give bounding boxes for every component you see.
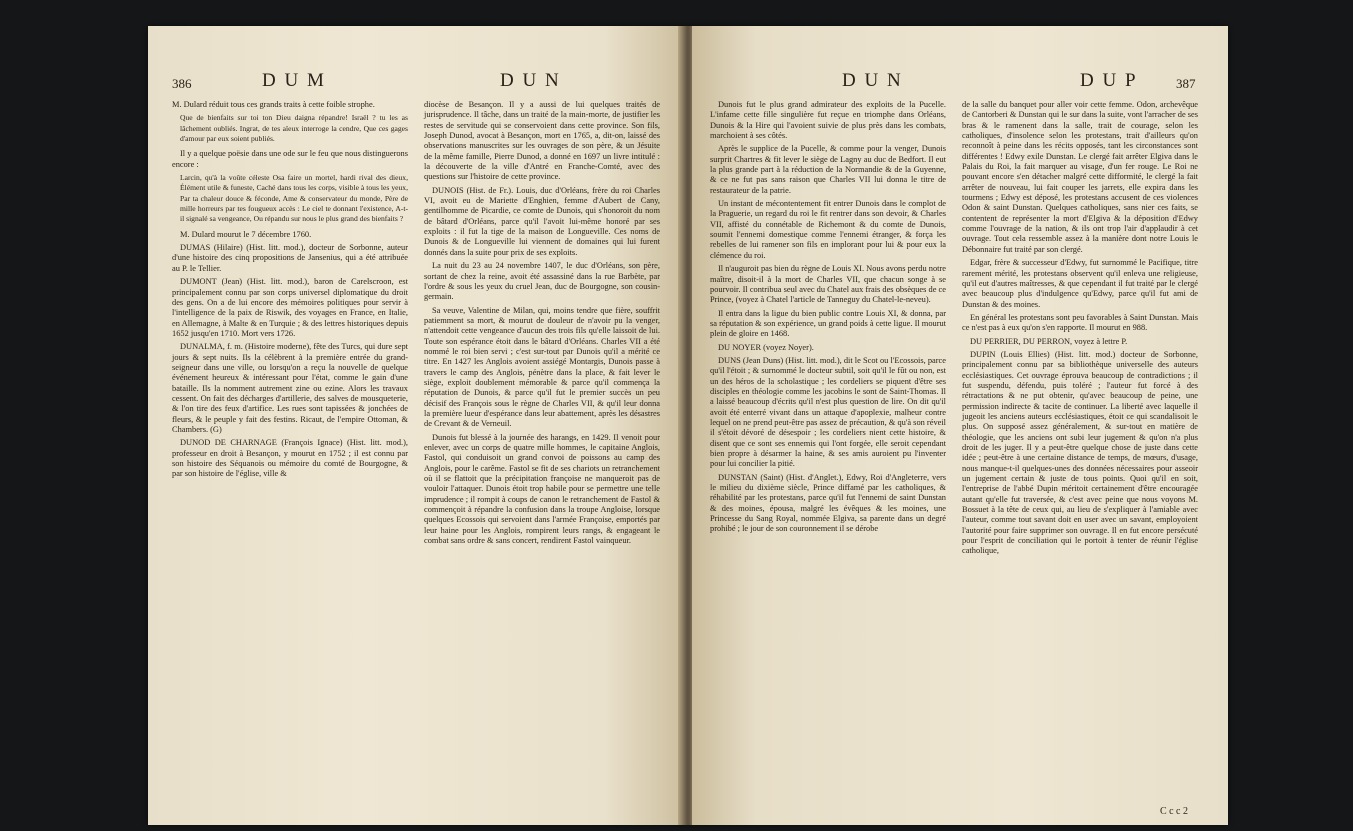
- text-paragraph: Il n'auguroit pas bien du règne de Louis XI. Nous avons perdu notre maître, disoit-il à la mort de Charles VII, que chacun songe à se pourvoir. Il contribua seul avec du Chatel aux frais des obsèques de ce Prince, (voyez à Chatel l'article de Tanneguy du Chatel-le-neveu).: [710, 264, 946, 305]
- running-head: [692, 70, 1228, 96]
- text-paragraph: Il y a quelque poësie dans une ode sur le feu que nous distinguerons encore :: [172, 149, 408, 169]
- running-head-right: D U N: [500, 70, 561, 91]
- running-head-right: D U P: [1080, 70, 1138, 91]
- text-paragraph: Edgar, frère & successeur d'Edwy, fut surnommé le Pacifique, titre rarement mérité, les protestans observent qu'il enleva une religieuse, qu'il eut d'autres maîtresses, & que cependant il fut traité par le clergé avec beaucoup plus d'indulgence qu'Edwy, parce qu'il fut ami de Dunstan & des moines.: [962, 258, 1198, 309]
- running-head-left: D U M: [262, 70, 326, 91]
- verse-quotation: Que de bienfaits sur toi ton Dieu daigna répandre! Israël ? tu les as lâchement oubliés. Ingrat, de tes aïeux interroge la cendre, Que ces gages d'amour par eux soient publiés.: [180, 113, 408, 144]
- text-paragraph: Dunois fut blessé à la journée des harangs, en 1429. Il venoit pour enlever, avec un corps de quatre mille hommes, le capitaine Anglois, Fastol, qui conduisoit un grand convoi de poissons au camp des Anglois, pour le carême. Fastol se fit de ses chariots un retranchement où il se flattoit que la précipitation françoise ne manqueroit pas de vouloir l'attaquer. Dunois étoit trop habile pour se permettre une telle imprudence ; il rompit à coups de canon le retranchement de Fastol & commençoit à répandre la confusion dans la troupe Angloise, lorsque quelques Ecossois qui servoient dans l'armée Françoise, emportés par leur haine pour les Anglois, rompirent leurs rangs, & engageant le combat sans ordre & sans concert, rendirent Fastol vainqueur.: [424, 432, 660, 546]
- text-paragraph: M. Dulard mourut le 7 décembre 1760.: [180, 229, 312, 239]
- text-paragraph: DUNOD DE CHARNAGE (François Ignace) (Hist. litt. mod.), professeur en droit à Besançon, y mourut en 1752 ; il est connu par son histoire des Séquanois ou mémoire du comté de Bourgogne, & par son histoire de l'église, ville &: [172, 438, 408, 479]
- text-paragraph: DU NOYER (voyez Noyer).: [718, 342, 814, 352]
- running-head: [148, 70, 684, 96]
- text-paragraph: DUNOIS (Hist. de Fr.). Louis, duc d'Orléans, frère du roi Charles VI, avoit eu de Mariette d'Enghien, femme d'Aubert de Cany, gentilhomme de Picardie, ce comte de Dunois, qui s'honoroit du nom de bâtard d'Orléans, parce qu'il l'avoit lui-même honoré par ses exploits : il fut la tige de la maison de Longueville. Ces noms de Dunois & de Longueville lui viennent de domaines qui lui furent donnés dans la suite pour prix de ses exploits.: [424, 185, 660, 257]
- text-paragraph: de la salle du banquet pour aller voir cette femme. Odon, archevêque de Cantorberi & Dunstan qui le sur dans la suite, vont l'arracher de ses bras & le ramenent dans la salle, trait de courage, selon les catholiques, d'insolence selon les protestans, trait d'ailleurs qu'on reconnoît à peine dans les récits opposés, tant les circonstances sont différentes ! Edwy exile Dunstan. Le clergé fait arrêter Elgiva dans le Palais du Roi, la fait marquer au visage, d'un fer rouge. Le Roi ne pouvant encore s'en détacher malgré cette difformité, le clergé la fait arrêter de nouveau, lui fait couper les jarrets, elle expira dans les tourmens ; Edwy est déposé, les protestans accusent de ces violences Odon & saint Dunstan. Quelques catholiques, sans nier ces faits, se contentent de représenter la mort d'Elgiva & la déposition d'Edwy comme l'ouvrage de la nation, & ils ont trop l'air d'applaudir à cet ouvrage. Tout cela ressemble assez à la manière dont notre Louis le Débonnaire fut traité par son clergé.: [962, 100, 1198, 254]
- text-paragraph: DUMONT (Jean) (Hist. litt. mod.), baron de Carelscroon, est principalement connu par son corps universel diplomatique du droit des gens. On a de lui encore des mémoires politiques pour servir à l'intelligence de la paix de Riswik, des voyages en France, en Italie, en Allemagne, à Malte & en Turquie ; & des lettres historiques depuis 1652 jusqu'en 1710. Mort vers 1726.: [172, 277, 408, 338]
- text-paragraph: En général les protestans sont peu favorables à Saint Dunstan. Mais ce n'est pas à eux qu'on s'en rapporte. Il mourut en 988.: [962, 312, 1198, 333]
- text-paragraph: diocèse de Besançon. Il y a aussi de lui quelques traités de jurisprudence. Il tâche, dans un traité de la main-morte, de justifier les restes de servitude qui se conservoient dans cette province. Son fils, Joseph Dunod, avocat à Besançon, mort en 1765, a, dit-on, laissé des observations manuscrites sur les ouvrages de son père, & un Jésuite de la même famille, Pierre Dunod, a donné en 1697 un livre intitulé : la découverte de la ville d'Antré en Franche-Comté, avec des questions sur l'histoire de cette province.: [424, 100, 660, 182]
- text-paragraph: La nuit du 23 au 24 novembre 1407, le duc d'Orléans, son père, sortant de chez la reine, avoit été assassiné dans la rue Barbète, par l'ordre & sous les yeux du cruel Jean, duc de Bourgogne, son cousin-germain.: [424, 261, 660, 302]
- text-paragraph: DUNALMA, f. m. (Histoire moderne), fête des Turcs, qui dure sept jours & sept nuits. Ils la célèbrent à la première entrée du grand-seigneur dans une ville, ou lorsqu'on a reçu la nouvelle de quelque événement heureux & intéressant pour l'état, comme le gain d'une bataille. Ils la nomment autrement zine ou ezine. Alors les travaux cessent. On fait des décharges d'artillerie, des salves de mousqueterie, & l'on tire des feux d'artifice. Les rues sont tapissées & jonchées de fleurs, & le peuple y fait des festins. Ricaut, de l'empire Ottoman, & Chambers. (G): [172, 342, 408, 434]
- left-page-column-2: [424, 100, 660, 815]
- right-page-column-1: [710, 100, 946, 815]
- right-page: [692, 26, 1228, 825]
- text-paragraph: DUPIN (Louis Ellies) (Hist. litt. mod.) docteur de Sorbonne, principalement connu par sa bibliothèque universelle des auteurs ecclésiastiques. Cet ouvrage éprouva beaucoup de contradictions ; il fut suspendu, défendu, puis toléré ; l'auteur fut forcé à des rétractations & ne put obtenir, qu'avec beaucoup de peine, une permission indirecte & tacite de continuer. La liberté avec laquelle il jugeoit les anciens auteurs ecclésiastiques, étoit ce qui scandalisoit le plus. On supposé assez généralement, & sur-tout en matière de théologie, que les anciens ont subi leur jugement & qu'on n'a plus droit de les juger. Il y a peut-être quelque chose de juste dans cette idée ; peut-être à une certaine distance de temps, de mœurs, d'usage, nous manque-t-il quelques-unes des données nécessaires pour asseoir un jugement certain & juste de tous points. Quoi qu'il en soit, l'entreprise de l'abbé Dupin méritoit certainement d'être encouragée autant qu'elle fut traversée, & c'est avec peine que nous voyons M. Bossuet à la tête de ceux qui, au lieu de s'expliquer à l'amiable avec l'auteur, comme tout savant doit en user avec un savant, employoient l'autorité pour faire supprimer son ouvrage. Il en fut encore persécuté pour l'esprit de conciliation qui le portoit à tenter de réunir l'église catholique,: [962, 349, 1198, 556]
- verse-quotation: Larcin, qu'à la voûte céleste Osa faire un mortel, hardi rival des dieux, Élément utile & funeste, Caché dans tous les corps, visible à tous les yeux, Par ta chaleur douce & féconde, Ame & conservateur du monde, Père de mille horreurs par tes fougueux accès : Le ciel te donnant l'existence, A-t-il signalé sa vengeance, Ou répandu sur nous le plus grand des bienfaits ?: [180, 173, 408, 224]
- text-paragraph: M. Dulard réduit tous ces grands traits à cette foible strophe.: [172, 100, 375, 109]
- text-paragraph: Après le supplice de la Pucelle, & comme pour la venger, Dunois surprit Chartres & fit lever le siège de Lagny au duc de Bedfort. Il eut la plus grande part à la réduction de la Normandie & de la Guyenne, & ce ne fut pas sans raison que Charles VII lui donna le titre de restaurateur de la patrie.: [710, 144, 946, 195]
- text-paragraph: Sa veuve, Valentine de Milan, qui, moins tendre que fière, souffrit patiemment sa mort, & mourut de douleur de n'avoir pu la venger, n'attendoit cette vengeance d'aucun des trois fils qu'elle laissoit de lui. Toute son espérance étoit dans le bâtard d'Orléans. Charles VII a été nommé le roi bien servi ; c'est sur-tout par Dunois qu'il a mérité ce titre. En 1427 les Anglois avoient assiégé Montargis, Dunois passe à travers le camp des Anglois, pénètre dans la place, & fait lever le siège, exploit doublement mémorable & parce qu'il commença la réputation de Dunois, & parce qu'il fut le premier succès un peu décisif des François sous le règne de Charles VII, & qu'il leur donna la première lueur d'espérance dans leur abattement, après les désastres de Crevant & de Verneuil.: [424, 305, 660, 429]
- text-paragraph: DU PERRIER, DU PERRON, voyez à lettre P.: [970, 336, 1128, 346]
- text-paragraph: Dunois fut le plus grand admirateur des exploits de la Pucelle. L'infame cette fille singulière fut reçue en triomphe dans Orléans, Dunois & la Hire qui l'avoient suivie de plus près dans les combats, marchoient à ses côtés.: [710, 100, 946, 141]
- text-paragraph: DUMAS (Hilaire) (Hist. litt. mod.), docteur de Sorbonne, auteur d'une histoire des cinq propositions de Jansenius, qui a été attribuée au P. le Tellier.: [172, 243, 408, 273]
- text-paragraph: Il entra dans la ligue du bien public contre Louis XI, & donna, par sa réputation & son expérience, un grand poids à cette ligue. Il mourut plein de gloire en 1468.: [710, 308, 946, 339]
- page-number: 386: [172, 76, 192, 91]
- text-paragraph: Un instant de mécontentement fit entrer Dunois dans le complot de la Praguerie, un regard du roi le fit rentrer dans son devoir, & Charles VII, affisté du connétable de Richemont & du comte de Dunois, soumit l'ennemi domestique comme l'ennemi étranger, & força les rebelles de lui ramener son fils en implorant pour lui & pour eux la clémence du roi.: [710, 199, 946, 260]
- signature-mark: C c c 2: [1159, 806, 1188, 817]
- page-number: 387: [1176, 76, 1196, 91]
- left-page: [148, 26, 684, 825]
- text-paragraph: DUNS (Jean Duns) (Hist. litt. mod.), dit le Scot ou l'Ecossois, parce qu'il l'étoit ; & surnommé le docteur subtil, soit qu'il le fût ou non, est un des héros de la scholastique ; les cordeliers se piquent d'être ses disciples en théologie comme les jacobins le sont de Saint-Thomas. Il a laissé beaucoup d'écrits qu'il n'est plus question de lire. On dit qu'il avoit été enterré vivant dans un attaque d'apoplexie, malheur contre lequel on ne prend peut-être pas assez de précaution, & qu'à son réveil il s'étoit dévoré de désespoir ; les cordeliers nient cette histoire, & disent que ce sont ses ennemis qui l'ont forgée, elle seroit cependant bien propre à désarmer la haine, & ses amis auroient pu l'inventer pour lui concilier la pitié.: [710, 355, 946, 469]
- left-page-column-1: [172, 100, 408, 815]
- running-head-left: D U N: [842, 70, 903, 91]
- book-spread: [148, 26, 1228, 825]
- right-page-column-2: [962, 100, 1198, 815]
- text-paragraph: DUNSTAN (Saint) (Hist. d'Anglet.), Edwy, Roi d'Angleterre, vers le milieu du dixième siècle, Prince diffamé par les catholiques, & réhabilité par les protestans, parce qu'il fut l'ennemi de saint Dunstan & des moines, épousa, malgré les évêques & les moines, une Princesse du Sang Royal, nommée Elgiva, sa parente dans un degré prohibé ; le jour de son couronnement il se dérobe: [710, 472, 946, 534]
